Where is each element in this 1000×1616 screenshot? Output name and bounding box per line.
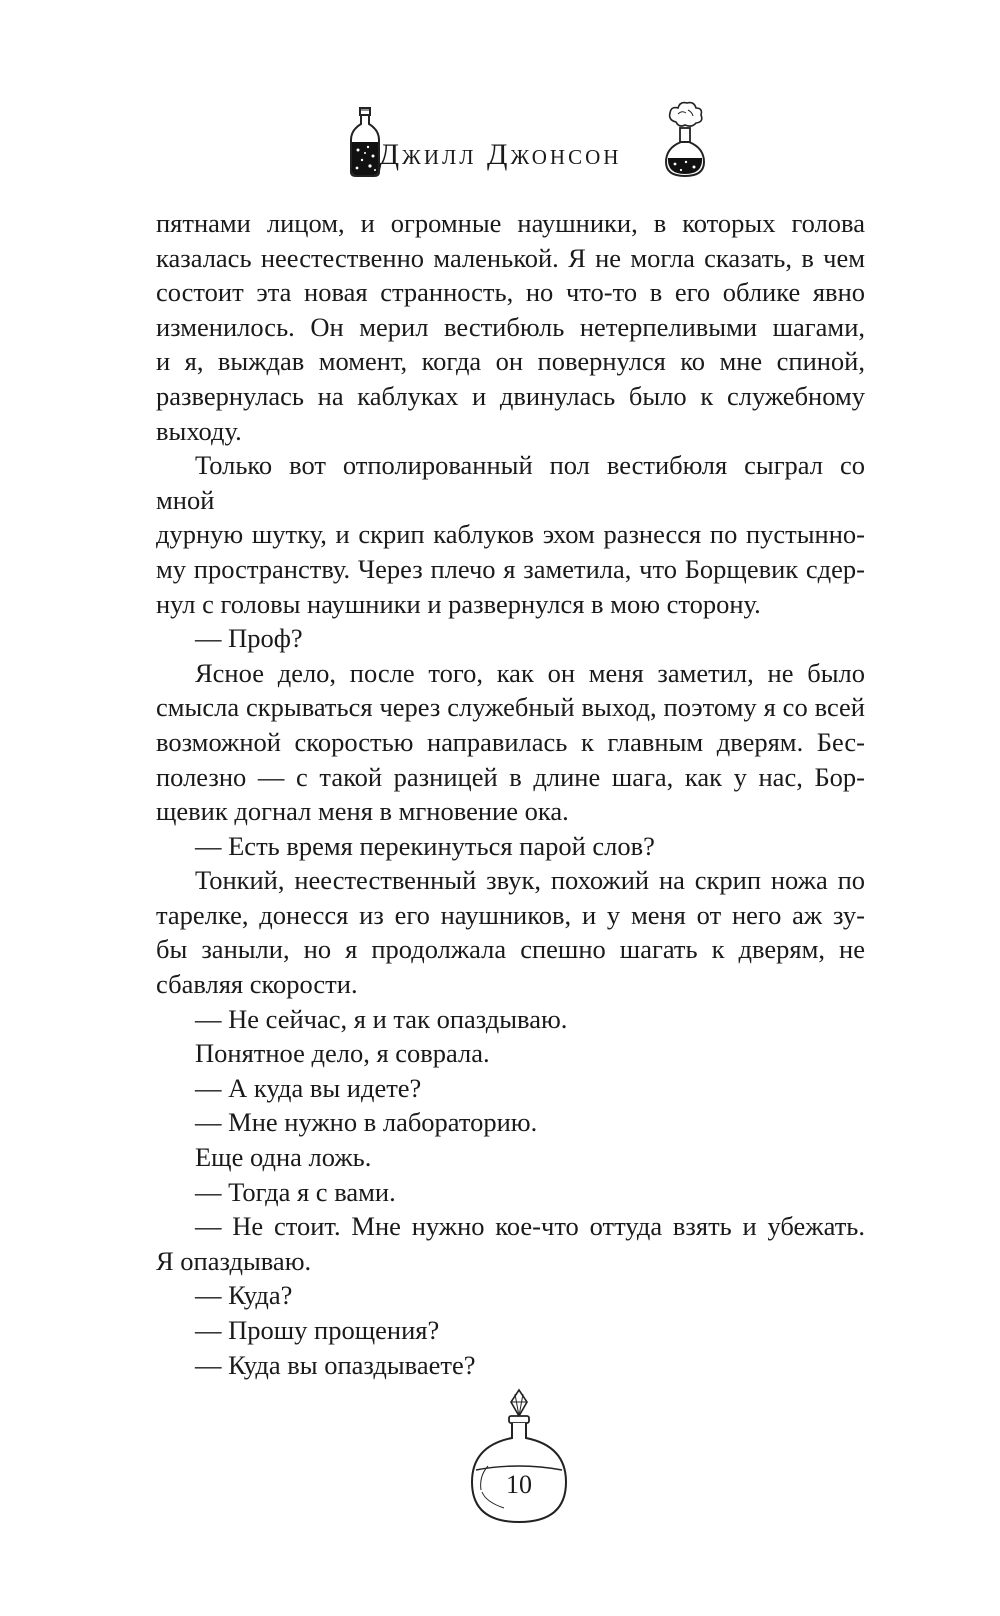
dialogue-line: — А куда вы идете? (195, 1072, 422, 1103)
page-number: 10 (506, 1470, 532, 1499)
text-line: развернулась на каблуках и двинулась было к служебному (156, 380, 865, 411)
text-line: смысла скрываться через служебный выход, поэтому я со всей (156, 692, 865, 723)
dialogue-line: — Куда? (195, 1280, 293, 1311)
dialogue-line: — Мне нужно в лабораторию. (195, 1107, 538, 1138)
text-line: состоит эта новая странность, но что-то в его облике явно (156, 277, 865, 308)
text-line: полезно — с такой разницей в длине шага, как у нас, Бор- (156, 761, 865, 792)
text-line: Я опаздываю. (156, 1245, 312, 1276)
dialogue-line: — Есть время перекинуться парой слов? (195, 830, 655, 861)
text-line: изменилось. Он мерил вестибюль нетерпеливыми шагами, (156, 311, 865, 342)
text-line: тарелке, донесся из его наушников, и у меня от него аж зу- (156, 899, 865, 930)
dialogue-line: — Тогда я с вами. (195, 1176, 396, 1207)
text-line: дурную шутку, и скрип каблуков эхом разнесся по пустынно- (156, 519, 865, 550)
dialogue-line: — Не сейчас, я и так опаздываю. (195, 1003, 568, 1034)
text-line: Еще одна ложь. (195, 1142, 372, 1173)
text-line: сбавляя скорости. (156, 969, 358, 1000)
text-line: щевик догнал меня в мгновение ока. (156, 796, 569, 827)
text-line: казалась неестественно маленькой. Я не могла сказать, в чем (156, 242, 865, 273)
text-line: Ясное дело, после того, как он меня заметил, не было (195, 657, 865, 688)
running-header (0, 100, 1000, 200)
text-line: бы заныли, но я продолжала спешно шагать к дверям, не (156, 934, 865, 965)
text-line: Понятное дело, я соврала. (195, 1038, 490, 1069)
smoking-flask-icon (662, 100, 708, 185)
text-line: и я, выждав момент, когда он повернулся ко мне спиной, (156, 346, 865, 377)
dialogue-line: — Куда вы опаздываете? (195, 1349, 476, 1380)
page-footer (464, 1386, 574, 1526)
text-line: Только вот отполированный пол вестибюля сыграл со мной (156, 450, 865, 515)
text-line: пятнами лицом, и огромные наушники, в которых голова (156, 208, 865, 238)
text-line: Тонкий, неестественный звук, похожий на скрип ножа по (195, 865, 865, 896)
dialogue-line: — Проф? (195, 623, 303, 654)
text-line: нул с головы наушники и развернулся в мою сторону. (156, 588, 761, 619)
text-line: возможной скоростью направилась к главным дверям. Бес- (156, 726, 865, 757)
page-body-text (156, 206, 865, 1382)
text-line: му пространству. Через плечо я заметила, что Борщевик сдер- (156, 553, 865, 584)
dialogue-line: — Не стоит. Мне нужно кое-что оттуда взять и убежать. (195, 1211, 865, 1242)
dialogue-line: — Прошу прощения? (195, 1315, 440, 1345)
book-author: Джилл Джонсон (378, 138, 622, 171)
text-line: выходу. (156, 415, 242, 446)
